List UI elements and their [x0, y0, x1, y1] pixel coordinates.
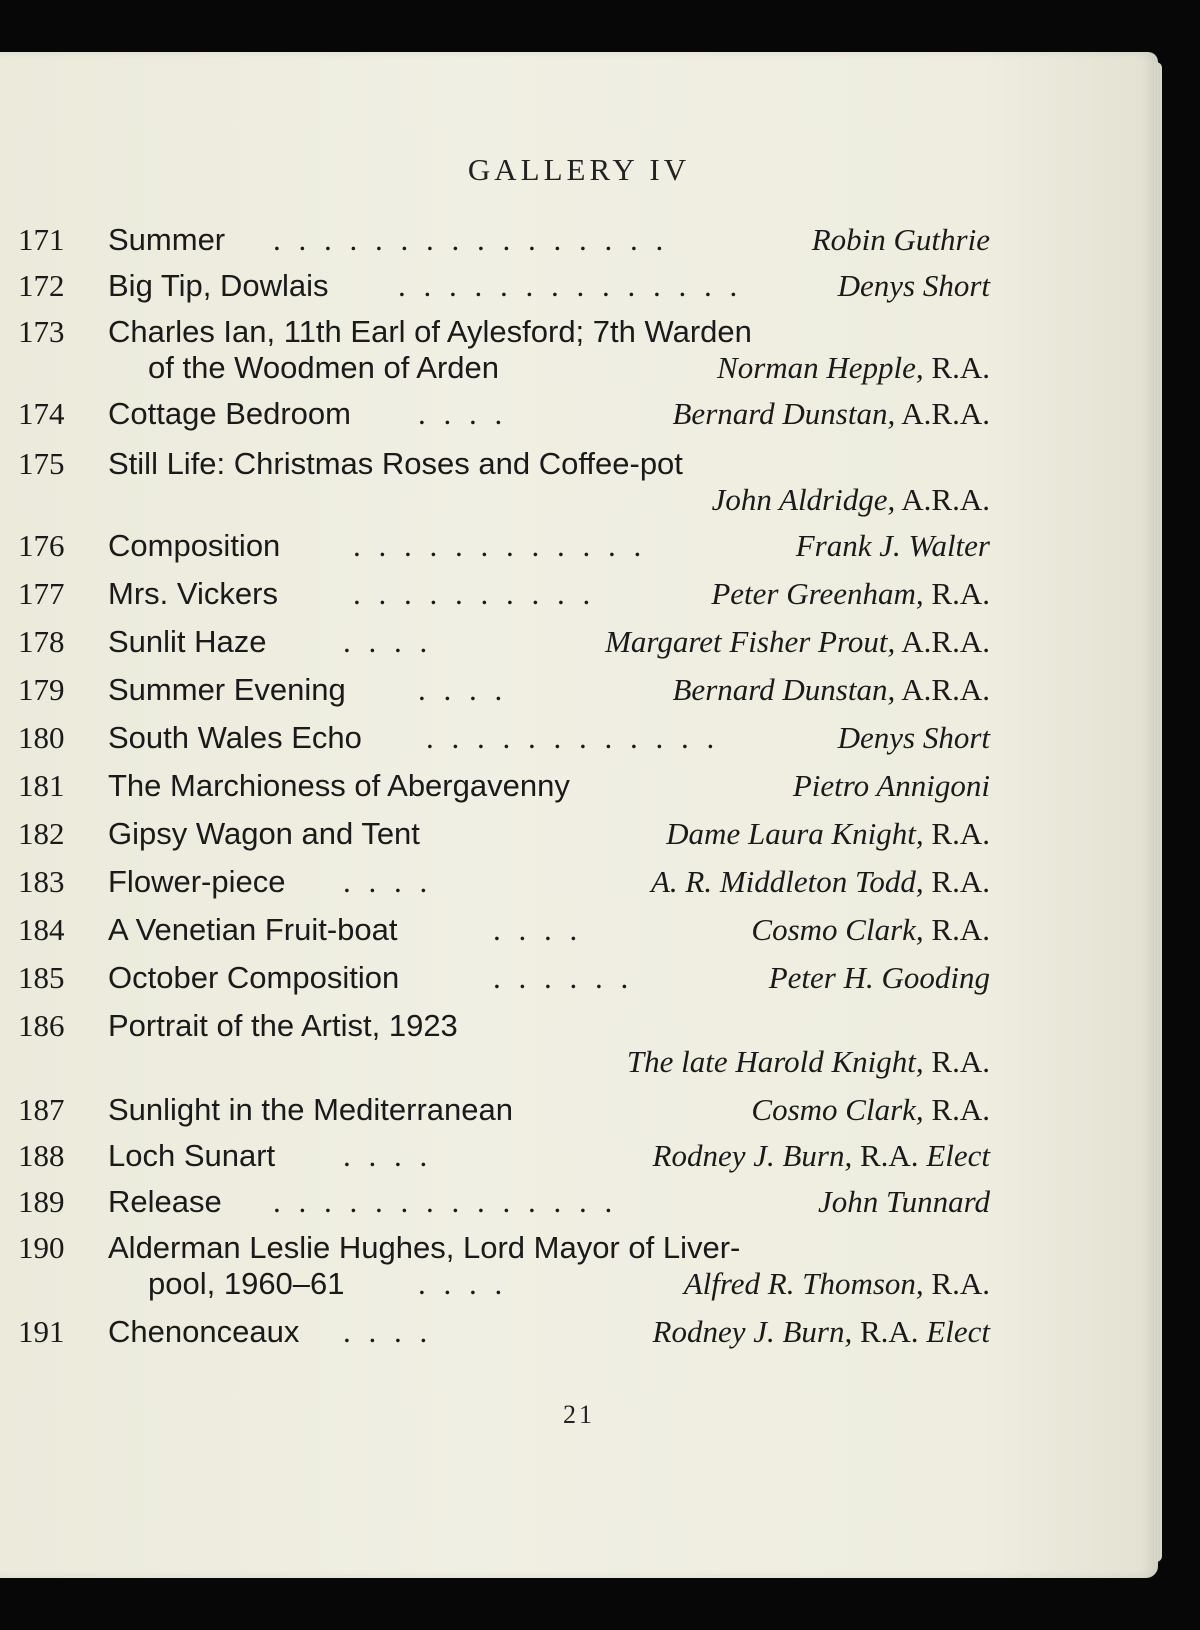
catalogue-number: 176 — [18, 528, 65, 563]
artist: Denys Short — [837, 268, 990, 303]
artist: John Aldridge, A.R.A. — [711, 482, 990, 517]
catalogue-number: 190 — [18, 1230, 65, 1265]
catalogue-number: 184 — [18, 912, 65, 947]
leader-dots: . . . . — [418, 672, 508, 707]
artist: Frank J. Walter — [795, 528, 990, 563]
work-title: Sunlit Haze — [108, 624, 267, 659]
work-title: Mrs. Vickers — [108, 576, 278, 611]
artist: The late Harold Knight, R.A. — [626, 1044, 990, 1079]
catalogue-number: 187 — [18, 1092, 65, 1127]
leader-dots: . . . . — [343, 1314, 433, 1349]
catalogue-number: 189 — [18, 1184, 65, 1219]
work-title: A Venetian Fruit-boat — [108, 912, 398, 947]
artist: Bernard Dunstan, A.R.A. — [672, 672, 990, 707]
leader-dots: . . . . . . . . . . — [353, 576, 596, 611]
work-title: Cottage Bedroom — [108, 396, 351, 431]
work-title: Summer — [108, 222, 226, 257]
artist: Pietro Annigoni — [792, 768, 990, 803]
work-title: Composition — [108, 528, 281, 563]
work-title-continued: pool, 1960–61 — [148, 1266, 345, 1301]
leader-dots: . . . . — [493, 912, 583, 947]
leader-dots: . . . . — [343, 1138, 433, 1173]
leader-dots: . . . . — [343, 624, 433, 659]
page-number: 21 — [563, 1400, 595, 1429]
artist: Alfred R. Thomson, R.A. — [683, 1266, 990, 1301]
artist: Robin Guthrie — [811, 222, 990, 257]
artist: John Tunnard — [818, 1184, 990, 1219]
work-title: October Composition — [108, 960, 400, 995]
artist: Norman Hepple, R.A. — [717, 350, 990, 385]
gallery-title: GALLERY IV — [467, 152, 691, 187]
work-title: Summer Evening — [108, 672, 346, 707]
catalogue-number: 183 — [18, 864, 65, 899]
leader-dots: . . . . . . . . . . . . . . — [273, 1184, 618, 1219]
catalogue-number: 172 — [18, 268, 65, 303]
artist: Peter Greenham, R.A. — [711, 576, 990, 611]
work-title: Charles Ian, 11th Earl of Aylesford; 7th Warden — [108, 314, 752, 349]
catalogue-number: 185 — [18, 960, 65, 995]
catalogue-number: 171 — [18, 222, 65, 257]
catalogue-page — [0, 52, 1158, 1578]
work-title: Gipsy Wagon and Tent — [108, 816, 420, 851]
catalogue-number: 178 — [18, 624, 65, 659]
work-title: Portrait of the Artist, 1923 — [108, 1008, 458, 1043]
catalogue-number: 191 — [18, 1314, 65, 1349]
leader-dots: . . . . . . . . . . . . . . . . — [273, 222, 669, 257]
work-title: The Marchioness of Abergavenny — [108, 768, 570, 803]
artist: Rodney J. Burn, R.A. Elect — [652, 1314, 990, 1349]
catalogue-number: 182 — [18, 816, 65, 851]
page-edge — [1152, 62, 1162, 1562]
catalogue-number: 186 — [18, 1008, 65, 1043]
work-title: Loch Sunart — [108, 1138, 276, 1173]
leader-dots: . . . . . . . . . . . . . . — [398, 268, 743, 303]
artist: Peter H. Gooding — [768, 960, 990, 995]
artist: Cosmo Clark, R.A. — [751, 1092, 990, 1127]
work-title-continued: of the Woodmen of Arden — [148, 350, 499, 385]
catalogue-number: 174 — [18, 396, 65, 431]
work-title: Alderman Leslie Hughes, Lord Mayor of Liver- — [108, 1230, 741, 1265]
leader-dots: . . . . — [343, 864, 433, 899]
work-title: Release — [108, 1184, 222, 1219]
leader-dots: . . . . — [418, 396, 508, 431]
leader-dots: . . . . . . . . . . . . — [353, 528, 647, 563]
artist: Dame Laura Knight, R.A. — [666, 816, 990, 851]
catalogue-number: 179 — [18, 672, 65, 707]
work-title: Still Life: Christmas Roses and Coffee-pot — [108, 446, 683, 481]
artist: Cosmo Clark, R.A. — [751, 912, 990, 947]
artist: Margaret Fisher Prout, A.R.A. — [605, 624, 990, 659]
work-title: Sunlight in the Mediterranean — [108, 1092, 513, 1127]
work-title: South Wales Echo — [108, 720, 362, 755]
artist: Bernard Dunstan, A.R.A. — [672, 396, 990, 431]
work-title: Big Tip, Dowlais — [108, 268, 329, 303]
catalogue-number: 177 — [18, 576, 65, 611]
leader-dots: . . . . . . — [493, 960, 634, 995]
leader-dots: . . . . . . . . . . . . — [426, 720, 720, 755]
artist: A. R. Middleton Todd, R.A. — [650, 864, 990, 899]
artist: Rodney J. Burn, R.A. Elect — [652, 1138, 990, 1173]
artist: Denys Short — [837, 720, 990, 755]
leader-dots: . . . . — [418, 1266, 508, 1301]
catalogue-number: 175 — [18, 446, 65, 481]
catalogue-number: 181 — [18, 768, 65, 803]
work-title: Flower-piece — [108, 864, 286, 899]
catalogue-number: 188 — [18, 1138, 65, 1173]
work-title: Chenonceaux — [108, 1314, 300, 1349]
catalogue-number: 173 — [18, 314, 65, 349]
catalogue-number: 180 — [18, 720, 65, 755]
